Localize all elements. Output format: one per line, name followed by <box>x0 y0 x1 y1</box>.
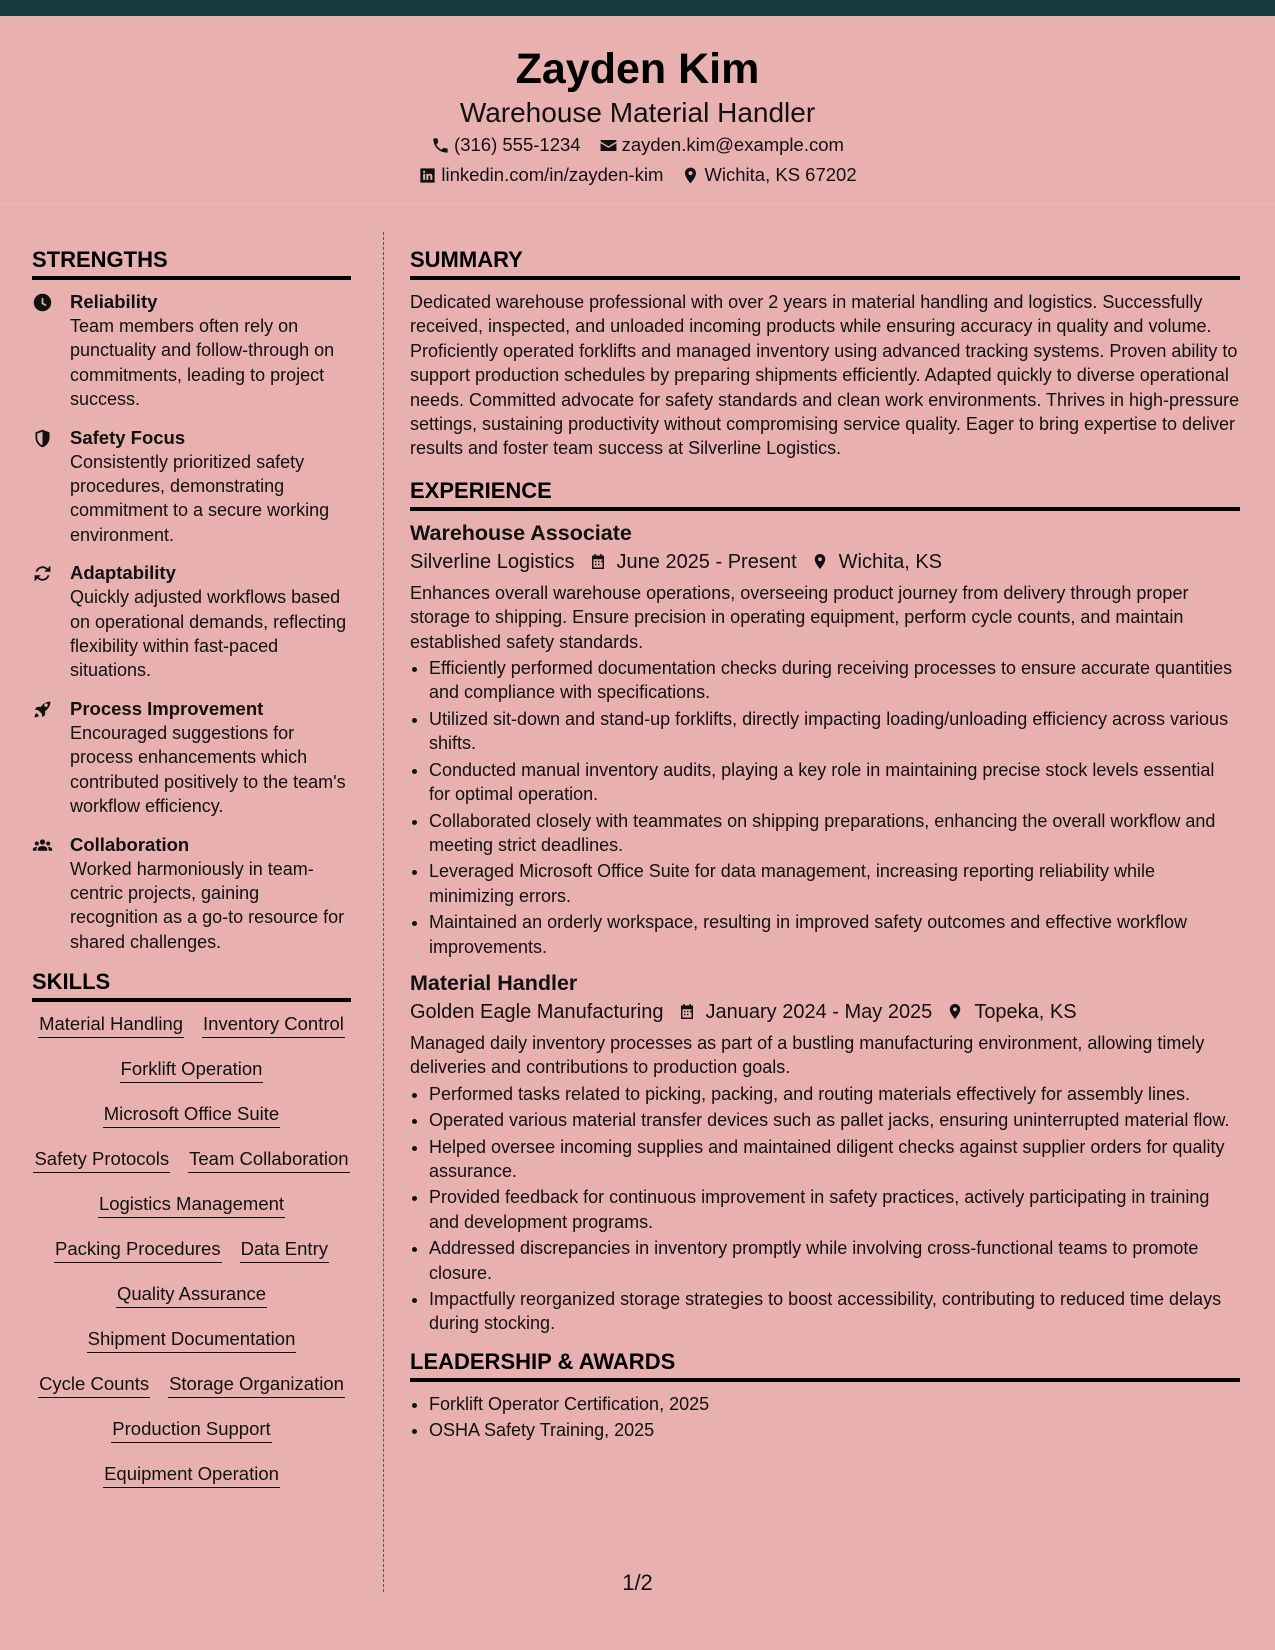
list-item: • Operated various material transfer devices such as pallet jacks, ensuring uninterrupted material flow. <box>429 1108 1240 1132</box>
job-dates: January 2024 - May 2025 <box>705 1000 933 1023</box>
job-dates-group <box>589 547 797 577</box>
list-item: • Impactfully reorganized storage strategies to boost accessibility, contributing to reduced time delays during stocking. <box>429 1287 1240 1336</box>
strength-item <box>32 561 351 683</box>
list-item: • Addressed discrepancies in inventory promptly while involving cross-functional teams to promote closure. <box>429 1236 1240 1285</box>
envelope-icon <box>599 136 618 155</box>
skills-list <box>32 1012 351 1507</box>
resume-header <box>0 16 1275 205</box>
strength-desc: Worked harmoniously in team-centric projects, gaining recognition as a go-to resource for shared challenges. <box>70 858 345 952</box>
job-company: Silverline Logistics <box>410 550 575 573</box>
skills-heading: SKILLS <box>32 968 351 1002</box>
strength-desc: Quickly adjusted workflows based on operational demands, reflecting flexibility within fast-paced situations. <box>70 587 347 681</box>
rocket-icon <box>32 699 53 720</box>
job-title: Warehouse Associate <box>410 520 632 545</box>
job-bullets <box>410 1082 1240 1336</box>
strengths-heading: STRENGTHS <box>32 246 351 280</box>
skill-tag: Team Collaboration <box>188 1147 349 1173</box>
strength-title: Safety Focus <box>70 426 186 448</box>
job-meta <box>410 997 1240 1027</box>
map-pin-icon <box>946 1002 964 1021</box>
linkedin-text: linkedin.com/in/zayden-kim <box>441 164 664 185</box>
list-item: • Forklift Operator Certification, 2025 <box>429 1392 1240 1416</box>
clock-icon <box>32 292 53 313</box>
strength-item <box>32 697 351 819</box>
shield-icon <box>32 428 53 449</box>
skill-tag: Equipment Operation <box>103 1462 280 1488</box>
strength-item <box>32 833 351 955</box>
list-item: • OSHA Safety Training, 2025 <box>429 1418 1240 1442</box>
linkedin-contact[interactable] <box>418 160 663 190</box>
contact-line-1 <box>0 130 1275 160</box>
skill-tag: Data Entry <box>240 1237 329 1263</box>
skill-tag: Logistics Management <box>98 1192 285 1218</box>
strength-title: Collaboration <box>70 833 190 855</box>
job-title: Material Handler <box>410 970 578 995</box>
list-item: • Performed tasks related to picking, packing, and routing materials effectively for assembly lines. <box>429 1082 1240 1106</box>
candidate-role: Warehouse Material Handler <box>459 97 816 128</box>
job-bullets <box>410 656 1240 959</box>
strength-title: Process Improvement <box>70 697 264 719</box>
job-meta <box>410 547 1240 577</box>
awards-heading: LEADERSHIP & AWARDS <box>410 1348 1240 1382</box>
list-item: • Leveraged Microsoft Office Suite for data management, increasing reporting reliability while minimizing errors. <box>429 859 1240 908</box>
refresh-icon <box>32 563 53 584</box>
map-pin-icon <box>811 552 829 571</box>
skill-tag: Safety Protocols <box>33 1147 170 1173</box>
email-text: zayden.kim@example.com <box>621 134 844 155</box>
skill-tag: Material Handling <box>38 1012 184 1038</box>
job-entry <box>410 519 1240 959</box>
location-contact <box>681 160 856 190</box>
skill-tag: Production Support <box>111 1417 271 1443</box>
job-description: Managed daily inventory processes as part of a bustling manufacturing environment, allowing timely deliveries and contributions to production goals. <box>410 1032 1205 1078</box>
list-item: • Conducted manual inventory audits, playing a key role in maintaining precise stock levels essential for optimal operation. <box>429 758 1240 807</box>
candidate-name: Zayden Kim <box>515 45 760 93</box>
job-entry <box>410 969 1240 1336</box>
skill-tag: Forklift Operation <box>120 1057 264 1083</box>
location-text: Wichita, KS 67202 <box>704 164 857 185</box>
job-location-group <box>946 997 1076 1027</box>
job-dates: June 2025 - Present <box>616 550 797 573</box>
summary-text: Dedicated warehouse professional with over 2 years in material handling and logistics. Successfully received, inspected, and unloaded incoming products while ensuring accuracy in quality and volume. Proficiently operated forklifts and managed inventory using advanced tracking systems. Proven ability to support production schedules by preparing shipments efficiently. Adapted quickly to diverse operational needs. Committed advocate for safety standards and clean work environments. Thrives in high-pressure settings, sustaining productivity without compromising service quality. Eager to bring expertise to deliver results and foster team success at Silverline Logistics. <box>410 292 1240 459</box>
list-item: • Maintained an orderly workspace, resulting in improved safety outcomes and effective workflow improvements. <box>429 910 1240 959</box>
experience-heading: EXPERIENCE <box>410 477 1240 511</box>
strength-item <box>32 426 351 548</box>
contact-line-2 <box>0 160 1275 190</box>
job-location-group <box>811 547 942 577</box>
calendar-icon <box>589 552 607 571</box>
skill-tag: Quality Assurance <box>116 1282 267 1308</box>
list-item: • Utilized sit-down and stand-up forklifts, directly impacting loading/unloading efficiency across various shifts. <box>429 707 1240 756</box>
summary-heading: SUMMARY <box>410 246 1240 280</box>
map-pin-icon <box>681 166 700 185</box>
list-item: • Provided feedback for continuous improvement in safety practices, actively participating in training and development programs. <box>429 1185 1240 1234</box>
job-company: Golden Eagle Manufacturing <box>410 1000 664 1023</box>
job-location: Topeka, KS <box>974 1000 1077 1023</box>
job-description: Enhances overall warehouse operations, overseeing product journey from delivery through proper storage to shipping. Ensure precision in operating equipment, perform cycle counts, and maintain established safety standards. <box>410 582 1189 652</box>
linkedin-icon <box>418 166 437 185</box>
strength-item <box>32 290 351 412</box>
phone-icon <box>431 136 450 155</box>
skill-tag: Shipment Documentation <box>87 1327 297 1353</box>
column-divider <box>383 232 384 1592</box>
job-location: Wichita, KS <box>838 550 942 573</box>
left-column <box>32 246 351 1507</box>
skill-tag: Microsoft Office Suite <box>103 1102 280 1128</box>
awards-list <box>410 1392 1240 1443</box>
top-accent-bar <box>0 0 1275 16</box>
strength-title: Reliability <box>70 291 158 312</box>
list-item: • Helped oversee incoming supplies and maintained diligent checks against supplier orders for quality assurance. <box>429 1135 1240 1184</box>
calendar-icon <box>678 1002 696 1021</box>
skill-tag: Cycle Counts <box>38 1372 150 1398</box>
strength-desc: Encouraged suggestions for process enhancements which contributed positively to the team's workflow efficiency. <box>70 722 346 817</box>
skill-tag: Packing Procedures <box>54 1237 222 1263</box>
skill-tag: Inventory Control <box>202 1012 345 1038</box>
strength-desc: Consistently prioritized safety procedures, demonstrating commitment to a secure working environment. <box>70 451 330 545</box>
right-column <box>410 246 1240 1445</box>
list-item: • Collaborated closely with teammates on shipping preparations, enhancing the overall workflow and meeting strict deadlines. <box>429 809 1240 858</box>
phone-contact <box>431 130 581 160</box>
job-dates-group <box>678 997 933 1027</box>
email-contact[interactable] <box>599 130 844 160</box>
skill-tag: Storage Organization <box>168 1372 345 1398</box>
strength-desc: Team members often rely on punctuality and follow-through on commitments, leading to project success. <box>70 316 335 410</box>
page-number: 1/2 <box>622 1570 653 1595</box>
phone-text: (316) 555-1234 <box>454 134 581 155</box>
users-icon <box>32 835 53 856</box>
strength-title: Adaptability <box>70 562 176 584</box>
list-item: • Efficiently performed documentation checks during receiving processes to ensure accurate quantities and compliance with specifications. <box>429 656 1240 705</box>
